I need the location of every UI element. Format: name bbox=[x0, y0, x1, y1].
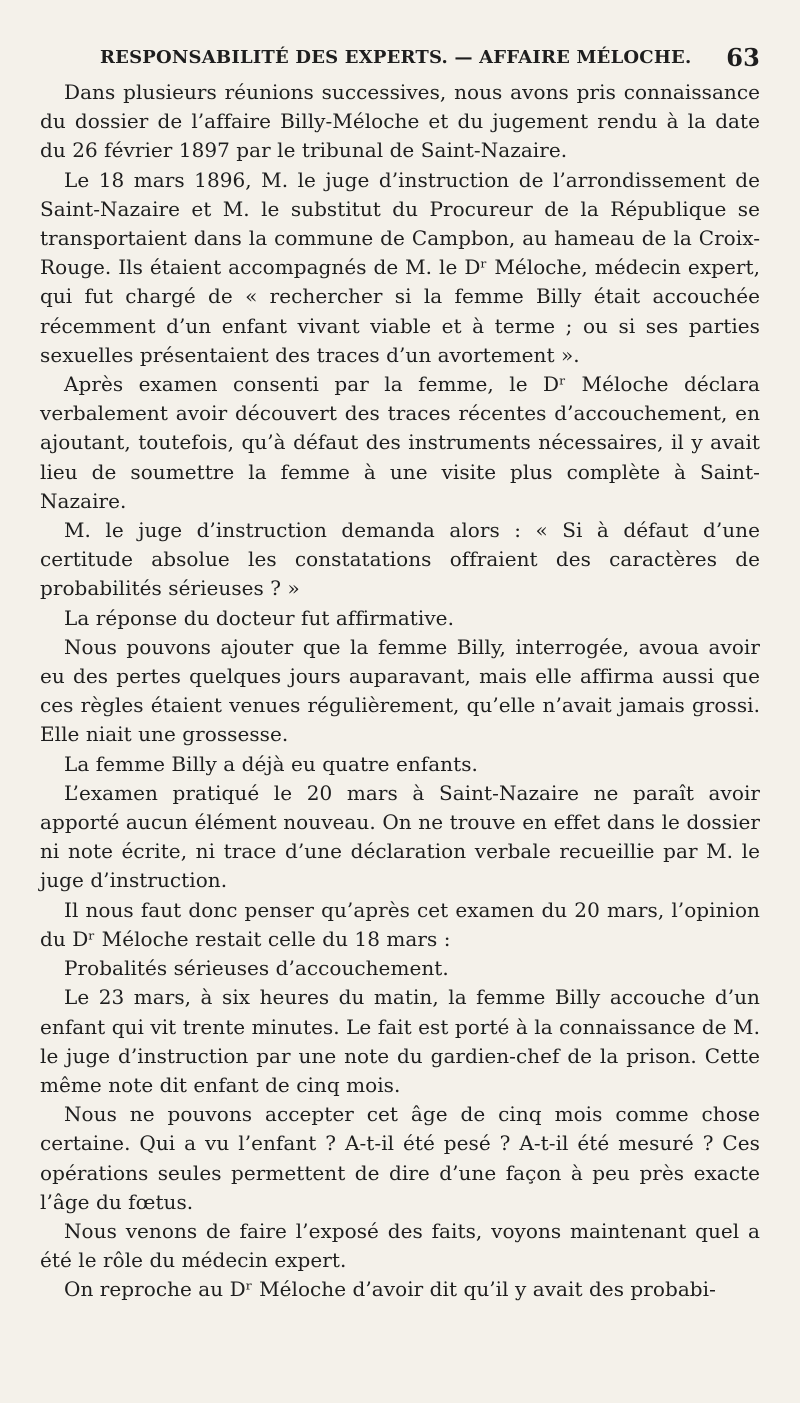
paragraph: Nous venons de faire l’exposé des faits, voyons maintenant quel a été le rôle du médecin expert. bbox=[40, 1218, 760, 1273]
page-number: 63 bbox=[726, 42, 760, 72]
body-text bbox=[40, 78, 760, 1305]
paragraph: Nous pouvons ajouter que la femme Billy, interrogée, avoua avoir eu des pertes quelques jours auparavant, mais elle affirma aussi que ces règles étaient venues régulièrement, qu’elle n’avait jamais grossi. Elle niait une grossesse. bbox=[40, 634, 760, 747]
paragraph: L’examen pratiqué le 20 mars à Saint-Nazaire ne paraît avoir apporté aucun élément nouveau. On ne trouve en effet dans le dossier ni note écrite, ni trace d’une déclaration verbale recueillie par M. le juge d’instruction. bbox=[40, 780, 760, 893]
paragraph: Nous ne pouvons accepter cet âge de cinq mois comme chose certaine. Qui a vu l’enfant ? A-t-il été pesé ? A-t-il été mesuré ? Ces opérations seules permettent de dire d’une façon à peu près exacte l’âge du fœtus. bbox=[40, 1102, 760, 1214]
paragraph: La réponse du docteur fut affirmative. bbox=[64, 605, 454, 630]
paragraph: Le 23 mars, à six heures du matin, la femme Billy accouche d’un enfant qui vit trente minutes. Le fait est porté à la connaissance de M. le juge d’instruction par une note du gardien-chef de la prison. Cette même note dit enfant de cinq mois. bbox=[40, 985, 760, 1097]
page-header bbox=[100, 40, 760, 74]
paragraph: On reproche au Dʳ Méloche d’avoir dit qu’il y avait des probabi- bbox=[64, 1277, 716, 1302]
paragraph: Il nous faut donc penser qu’après cet examen du 20 mars, l’opinion du Dʳ Méloche restait celle du 18 mars : bbox=[40, 897, 760, 951]
paragraph: La femme Billy a déjà eu quatre enfants. bbox=[64, 751, 478, 776]
paragraph: Le 18 mars 1896, M. le juge d’instruction de l’arrondissement de Saint-Nazaire et M. le substitut du Procureur de la République se transportaient dans la commune de Campbon, au hameau de la Croix-Rouge. Ils étaient accompagnés de M. le Dʳ Méloche, médecin expert, qui fut chargé de « rechercher si la femme Billy était accouchée récemment d’un enfant vivant viable et à terme ; ou si ses parties sexuelles présentaient des traces d’un avortement ». bbox=[40, 167, 760, 367]
running-head: RESPONSABILITÉ DES EXPERTS. — AFFAIRE MÉLOCHE. bbox=[100, 46, 692, 68]
paragraph: Probalités sérieuses d’accouchement. bbox=[64, 956, 449, 981]
paragraph: M. le juge d’instruction demanda alors : « Si à défaut d’une certitude absolue les constatations offraient des caractères de probabilités sérieuses ? » bbox=[40, 518, 760, 601]
paragraph: Après examen consenti par la femme, le Dʳ Méloche déclara verbalement avoir découvert des traces récentes d’accouchement, en ajoutant, toutefois, qu’à défaut des instruments nécessaires, il y avait lieu de soumettre la femme à une visite plus complète à Saint-Nazaire. bbox=[40, 372, 760, 513]
paragraph: Dans plusieurs réunions successives, nous avons pris connaissance du dossier de l’affaire Billy-Méloche et du jugement rendu à la date du 26 février 1897 par le tribunal de Saint-Nazaire. bbox=[40, 80, 760, 163]
